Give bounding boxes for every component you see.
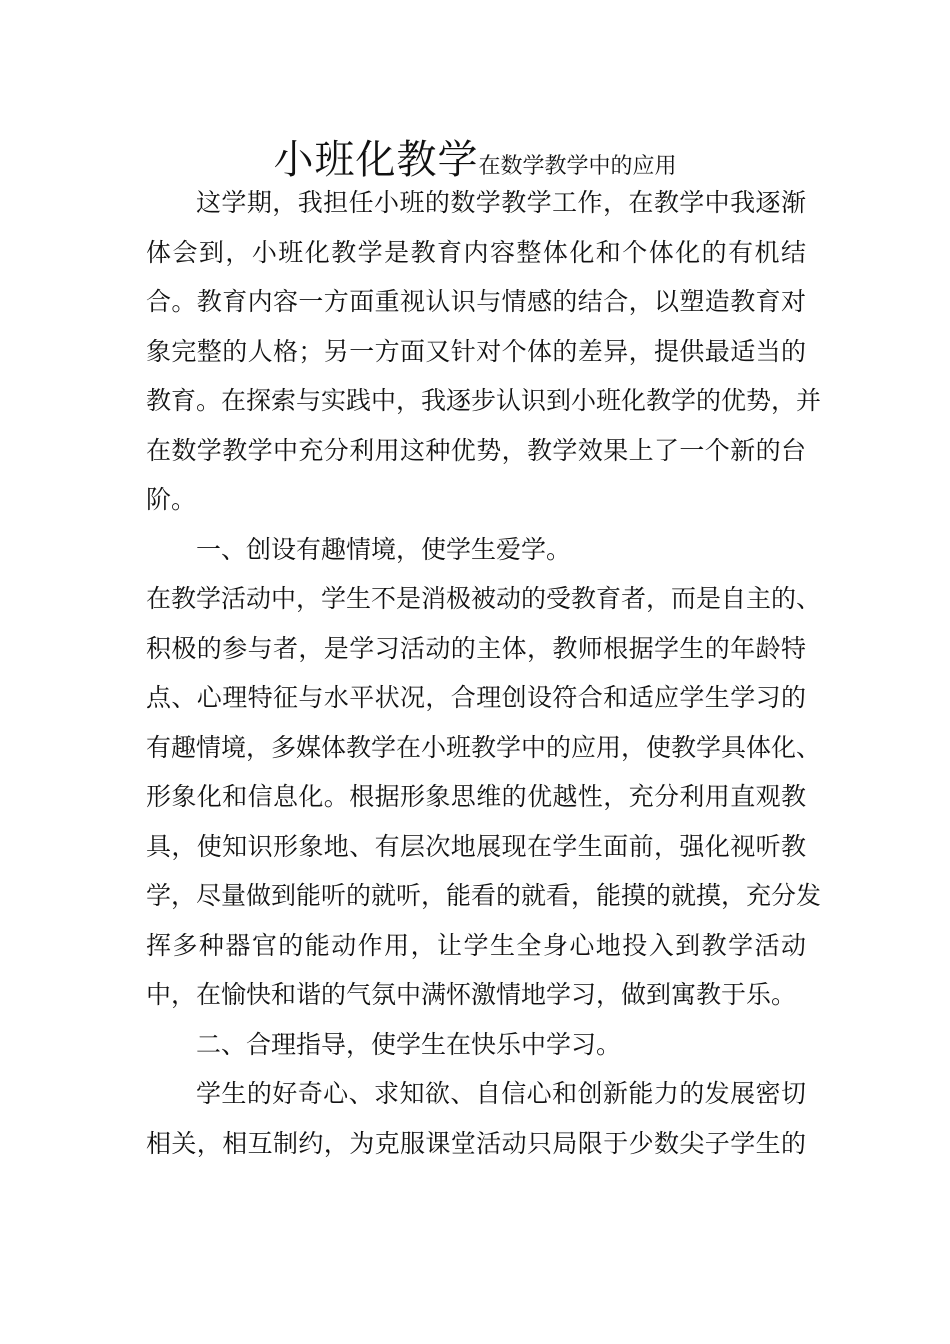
- paragraph-line: 形象化和信息化。根据形象思维的优越性，充分利用直观教: [146, 782, 806, 811]
- paragraph-line: 中，在愉快和谐的气氛中满怀激情地学习，做到寓教于乐。: [146, 980, 797, 1009]
- paragraph-line: 合。教育内容一方面重视认识与情感的结合，以塑造教育对: [146, 287, 806, 316]
- title-main: 小班化教学: [273, 137, 479, 183]
- paragraph-line: 挥多种器官的能动作用，让学生全身心地投入到教学活动: [146, 930, 806, 960]
- title-subtitle: 在数学教学中的应用: [478, 154, 677, 179]
- document-body: [146, 178, 822, 1168]
- paragraph-line: 阶。: [146, 485, 197, 514]
- paragraph-line: 学，尽量做到能听的就听，能看的就看，能摸的就摸，充分发: [146, 881, 822, 910]
- paragraph-line: 具，使知识形象地、有层次地展现在学生面前，强化视听教: [146, 831, 806, 861]
- paragraph-line: 这学期，我担任小班的数学教学工作，在教学中我逐渐: [196, 188, 806, 217]
- document-title: [0, 128, 950, 183]
- paragraph-line: 象完整的人格；另一方面又针对个体的差异，提供最适当的: [146, 336, 806, 366]
- paragraph-line: 教育。在探索与实践中，我逐步认识到小班化教学的优势，并: [146, 386, 822, 415]
- paragraph-line: 在教学活动中，学生不是消极被动的受教育者，而是自主的、: [146, 584, 822, 613]
- paragraph-line: 在数学教学中充分利用这种优势，教学效果上了一个新的台: [146, 435, 806, 465]
- paragraph-line: 相关，相互制约，为克服课堂活动只局限于少数尖子学生的: [146, 1128, 806, 1158]
- paragraph-line: 积极的参与者，是学习活动的主体，教师根据学生的年龄特: [146, 633, 806, 663]
- paragraph-line: 点、心理特征与水平状况，合理创设符合和适应学生学习的: [146, 683, 806, 712]
- section-heading: 二、合理指导，使学生在快乐中学习。: [196, 1029, 622, 1059]
- section-heading: 一、创设有趣情境，使学生爱学。: [196, 534, 572, 564]
- paragraph-line: 体会到，小班化教学是教育内容整体化和个体化的有机结: [146, 237, 806, 267]
- paragraph-line: 学生的好奇心、求知欲、自信心和创新能力的发展密切: [196, 1079, 806, 1108]
- paragraph-line: 有趣情境，多媒体教学在小班教学中的应用，使教学具体化、: [146, 732, 822, 762]
